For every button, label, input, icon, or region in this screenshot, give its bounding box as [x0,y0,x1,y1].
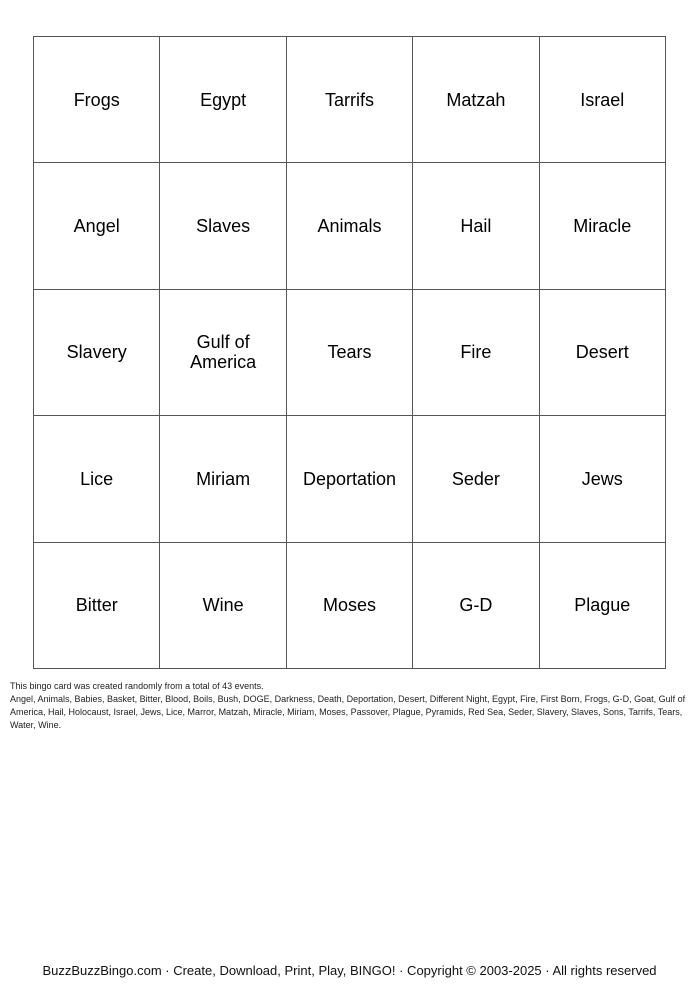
bingo-cell: Tears [287,290,413,416]
bingo-cell: Gulf of America [160,290,286,416]
bingo-cell: Fire [413,290,539,416]
bingo-cell: Matzah [413,37,539,163]
bingo-cell: Moses [287,543,413,669]
bingo-cell: Seder [413,416,539,542]
card-notes [10,680,690,732]
bingo-cell: Angel [34,163,160,289]
bingo-cell: Slavery [34,290,160,416]
bingo-cell: Israel [540,37,666,163]
bingo-cell: Hail [413,163,539,289]
bingo-cell: Jews [540,416,666,542]
bingo-cell: Miracle [540,163,666,289]
bingo-cell: Tarrifs [287,37,413,163]
bingo-cell: Wine [160,543,286,669]
bingo-cell: Animals [287,163,413,289]
bingo-cell: Slaves [160,163,286,289]
bingo-cell: Bitter [34,543,160,669]
bingo-cell: G-D [413,543,539,669]
notes-event-list: Angel, Animals, Babies, Basket, Bitter, Blood, Boils, Bush, DOGE, Darkness, Death, Deportation, Desert, Different Night, Egypt, Fire, First Born, Frogs, G-D, Goat, Gulf of America, Hail, Holocaust, Israel, Jews, Lice, Marror, Matzah, Miracle, Miriam, Moses, Passover, Plague, Pyramids, Red Sea, Seder, Slavery, Slaves, Sons, Tarrifs, Tears, Water, Wine. [10,694,686,730]
bingo-cell: Miriam [160,416,286,542]
bingo-cell: Desert [540,290,666,416]
bingo-cell: Plague [540,543,666,669]
bingo-cell: Frogs [34,37,160,163]
notes-summary: This bingo card was created randomly from a total of 43 events. [10,681,264,691]
bingo-cell: Deportation [287,416,413,542]
bingo-cell: Lice [34,416,160,542]
footer-text: BuzzBuzzBingo.com · Create, Download, Print, Play, BINGO! · Copyright © 2003-2025 · All rights reserved [42,963,657,978]
bingo-cell: Egypt [160,37,286,163]
bingo-grid [33,36,666,669]
